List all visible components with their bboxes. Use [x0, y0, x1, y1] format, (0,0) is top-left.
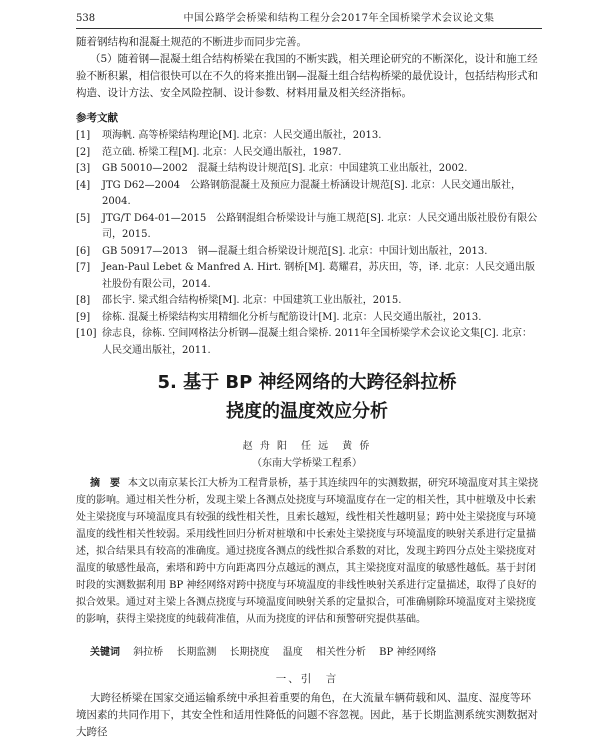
- intro-paragraph: 大跨径桥梁在国家交通运输系统中承担着重要的角色，在大流量车辆荷载和风、温度、湿度等环境因素的共同作用下，其安全性和适用性降低的问题不容忽视。因此，基于长期监测系统实测数据对大跨径: [76, 692, 538, 738]
- keyword: 长期监测: [176, 647, 217, 658]
- reference-item: [1] 项海帆. 高等桥梁结构理论[M]. 北京：人民交通出版社，2013.: [76, 130, 382, 141]
- abstract-label: 摘 要: [90, 478, 120, 489]
- references-list: [76, 128, 538, 359]
- continuation-line: 随着钢结构和混凝土规范的不断进步而同步完善。: [76, 36, 307, 48]
- reference-item: [6] GB 50917—2013 钢—混凝土组合桥梁设计规范[S]. 北京：中国计划出版社，2013.: [76, 245, 488, 257]
- reference-item: [3] GB 50010—2002 混凝土结构设计规范[S]. 北京：中国建筑工业出版社，2002.: [76, 163, 468, 174]
- page-number: 538: [76, 13, 96, 24]
- keyword: 温度: [282, 647, 303, 658]
- reference-item: [9] 徐栋. 混凝土桥梁结构实用精细化分析与配筋设计[M]. 北京：人民交通出版社，2013.: [76, 311, 482, 323]
- references-title: 参考文献: [76, 112, 118, 124]
- article-title-line2: 挠度的温度效应分析: [226, 401, 388, 422]
- keywords-label: 关键词: [90, 647, 120, 658]
- keywords: [90, 644, 538, 661]
- section-heading: 一、引 言: [275, 673, 339, 685]
- article-authors: 赵 舟 阳 任 远 黄 侨: [242, 441, 372, 452]
- abstract: [76, 475, 538, 628]
- keyword: 长期挠度: [229, 647, 270, 658]
- reference-item: [10] 徐志良，徐栋. 空间网格法分析钢—混凝土组合梁桥. 2011年全国桥梁学术会议论文集[C]. 北京：人民交通出版社，2011.: [76, 328, 532, 356]
- article-title-line1: 5. 基于 BP 神经网络的大跨径斜拉桥: [157, 372, 457, 393]
- reference-item: [4] JTG D62—2004 公路钢筋混凝土及预应力混凝土桥涵设计规范[S]. 北京：人民交通出版社，2004.: [76, 179, 522, 207]
- page-header: [76, 10, 542, 29]
- reference-item: [7] Jean-Paul Lebet & Manfred A. Hirt. 钢桥[M]. 葛耀君，苏庆田，等，译. 北京：人民交通出版社股份有限公司，2014.: [76, 262, 535, 290]
- keyword: 相关性分析: [315, 647, 366, 658]
- reference-item: [8] 邵长宇. 梁式组合结构桥梁[M]. 北京：中国建筑工业出版社，2015.: [76, 295, 402, 306]
- continuation-paragraph: （5）随着钢—混凝土组合结构桥梁在我国的不断实践，相关理论研究的不断深化，设计和施工经验不断积累，相信很快可以在不久的将来推出钢—混凝土组合结构桥梁的最优设计，包括结构形式和构造、设计方法、安全风险控制、设计参数、材料用量及相关经济指标。: [76, 53, 538, 99]
- article-affiliation: （东南大学桥梁工程系）: [252, 458, 362, 469]
- reference-item: [2] 范立础. 桥梁工程[M]. 北京：人民交通出版社，1987.: [76, 146, 342, 158]
- abstract-text: 本文以南京某长江大桥为工程背景桥，基于其连续四年的实测数据，研究环境温度对其主梁挠度的影响。通过相关性分析，发现主梁上各测点处挠度与环境温度存在一定的相关性，其中桩墩及中长索处主梁挠度与环境温度具有较强的线性相关性，且索长越短，线性相关性越明显；跨中处主梁挠度与环境温度的线性相关性较弱。采用线性回归分析对桩墩和中长索处主梁挠度与环境温度的映射关系进行定量描述，拟合结果具有较高的准确度。通过挠度各测点的线性拟合系数的对比，发现主跨四分点处主梁挠度对温度的敏感性最高，索塔和跨中方向距离四分点越远的测点，其主梁挠度对温度的敏感性越低。基于封闭时段的实测数据利用 BP 神经网络对跨中挠度与环境温度的非线性映射关系进行定量描述，取得了良好的拟合效果。通过对主梁上各测点挠度与环境温度间映射关系的定量拟合，可准确剔除环境温度对主梁挠度的影响，获得主梁挠度的纯载荷准值，从而为挠度的评估和预警研究提供基础。: [76, 478, 538, 625]
- keyword: 斜拉桥: [133, 647, 164, 658]
- reference-item: [5] JTG/T D64-01—2015 公路钢混组合桥梁设计与施工规范[S]. 北京：人民交通出版社股份有限公司，2015.: [76, 212, 538, 240]
- running-title: 中国公路学会桥梁和结构工程分会2017年全国桥梁学术会议论文集: [183, 13, 495, 24]
- keyword: BP 神经网络: [379, 647, 437, 658]
